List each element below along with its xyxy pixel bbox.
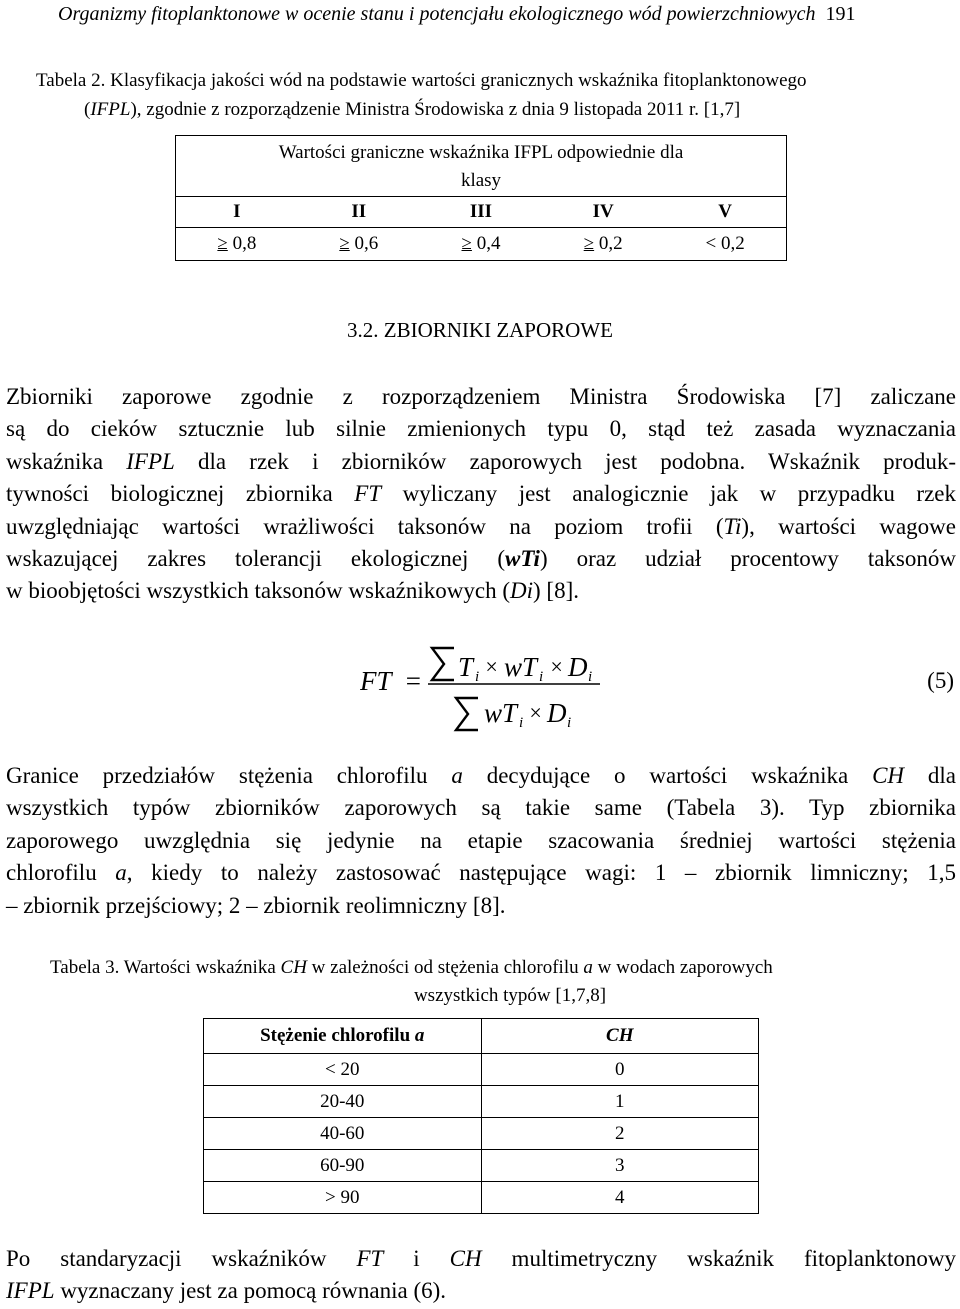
table2-caption-line1: Tabela 2. Klasyfikacja jakości wód na podstawie wartości granicznych wskaźnika fitoplanktonowego [36,70,807,91]
svg-text:w: w [484,698,503,728]
table2-value: ≥ 0,8 [217,233,257,254]
formula-lhs: FT [360,666,392,696]
svg-text:T: T [502,698,518,728]
svg-text:×: × [528,700,543,725]
svg-text:T: T [458,652,474,682]
svg-text:w: w [504,652,523,682]
table3-caption-line2: wszystkich typów [1,7,8] [413,985,607,1006]
page-number: 191 [825,3,856,25]
table2-caption [36,66,936,124]
text-line: są do cieków sztucznie lub silnie zmienionych typu 0, stąd też zasada wyznaczania [6,416,956,442]
running-header [58,0,958,28]
svg-text:D: D [568,652,588,682]
table-row: 60-90 3 [204,1150,759,1182]
text-line: wskaźnika IFPL dla rzek i zbiorników zaporowych jest podobna. Wskaźnik produk- [6,448,956,474]
svg-text:i: i [539,669,544,685]
table2-ifpl-classes [175,135,787,261]
sum-icon [456,698,478,730]
text-line: – zbiornik przejściowy; 2 – zbiornik reolimniczny [8]. [6,892,506,918]
table2-class: IV [542,197,664,228]
table2-class: II [298,197,420,228]
svg-text:i: i [475,669,480,685]
table-row: > 90 4 [204,1182,759,1214]
svg-text:i: i [567,715,572,731]
table2-value-row [176,228,787,261]
text-line: chlorofilu a, kiedy to należy zastosować następujące wagi: 1 – zbiornik limniczny; 1,5 [6,860,956,886]
equation-number: (5) [927,668,954,693]
text-line: zaporowego uwzględnia się jedynie na etapie szacowania średniej wartości stężenia [6,827,956,853]
table3-ch-values [203,1018,759,1214]
text-line: Granice przedziałów stężenia chlorofilu a decydujące o wartości wskaźnika CH dla [6,763,956,788]
table2-class: V [664,197,786,228]
text-line: wszystkich typów zbiorników zaporowych są takie same (Tabela 3). Typ zbiornika [6,795,956,821]
running-title: Organizmy fitoplanktonowe w ocenie stanu i potencjału ekologicznego wód powierzchniowych [58,3,816,25]
table2-caption-line2: (IFPL), zgodnie z rozporządzenie Ministra Środowiska z dnia 9 listopada 2011 r. [1,7] [84,99,741,120]
text-line: tywności biologicznej zbiornika FT wyliczany jest analogicznie jak w przypadku rzek [6,481,957,507]
formula-equals: = [404,666,423,696]
table2-class: I [176,197,298,228]
svg-text:D: D [547,698,567,728]
table3-caption-line1: Tabela 3. Wartości wskaźnika CH w zależności od stężenia chlorofilu a w wodach zaporowych [50,957,773,978]
table3-header-row [204,1019,759,1054]
svg-text:T: T [522,652,538,682]
section-title: 3.2. ZBIORNIKI ZAPOROWE [347,318,613,342]
text-line: w bioobjętości wszystkich taksonów wskaźnikowych (Di) [8]. [6,578,579,604]
table2-class-row [176,197,787,228]
table2-value: < 0,2 [705,233,745,254]
table3-caption [50,954,910,1010]
table-row: < 20 0 [204,1054,759,1086]
table-row: 40-60 2 [204,1118,759,1150]
table2-class: III [420,197,542,228]
text-line: Po standaryzacji wskaźników FT i CH multimetryczny wskaźnik fitoplanktonowy [6,1246,957,1271]
sum-icon [432,648,454,680]
text-line: uwzględniając wartości wrażliwości taksonów na poziom trofii (Ti), wartości wagowe [6,513,956,539]
table3-col1-header: Stężenie chlorofilu a [204,1019,482,1054]
paragraph-2 [6,760,956,922]
text-line: Zbiorniki zaporowe zgodnie z rozporządzeniem Ministra Środowiska [7] zaliczane [6,384,956,409]
svg-text:×: × [549,654,564,679]
text-line: wskazującej zakres tolerancji ekologicznej (wTi) oraz udział procentowy taksonów [6,546,956,572]
svg-text:i: i [519,715,524,731]
formula-5 [360,636,640,736]
paragraph-1 [6,381,956,608]
text-line: IFPL wyznaczany jest za pomocą równania (6). [6,1278,447,1304]
table2-header: Wartości graniczne wskaźnika IFPL odpowiednie dla klasy [176,136,787,197]
table-row: 20-40 1 [204,1086,759,1118]
formula-svg [360,636,640,736]
svg-text:×: × [484,654,499,679]
table2-value: ≥ 0,4 [461,233,501,254]
table2-value: ≥ 0,6 [339,233,379,254]
svg-text:i: i [588,669,593,685]
table3-col2-header: CH [481,1019,759,1054]
table2-value: ≥ 0,2 [583,233,623,254]
paragraph-3 [6,1243,956,1308]
